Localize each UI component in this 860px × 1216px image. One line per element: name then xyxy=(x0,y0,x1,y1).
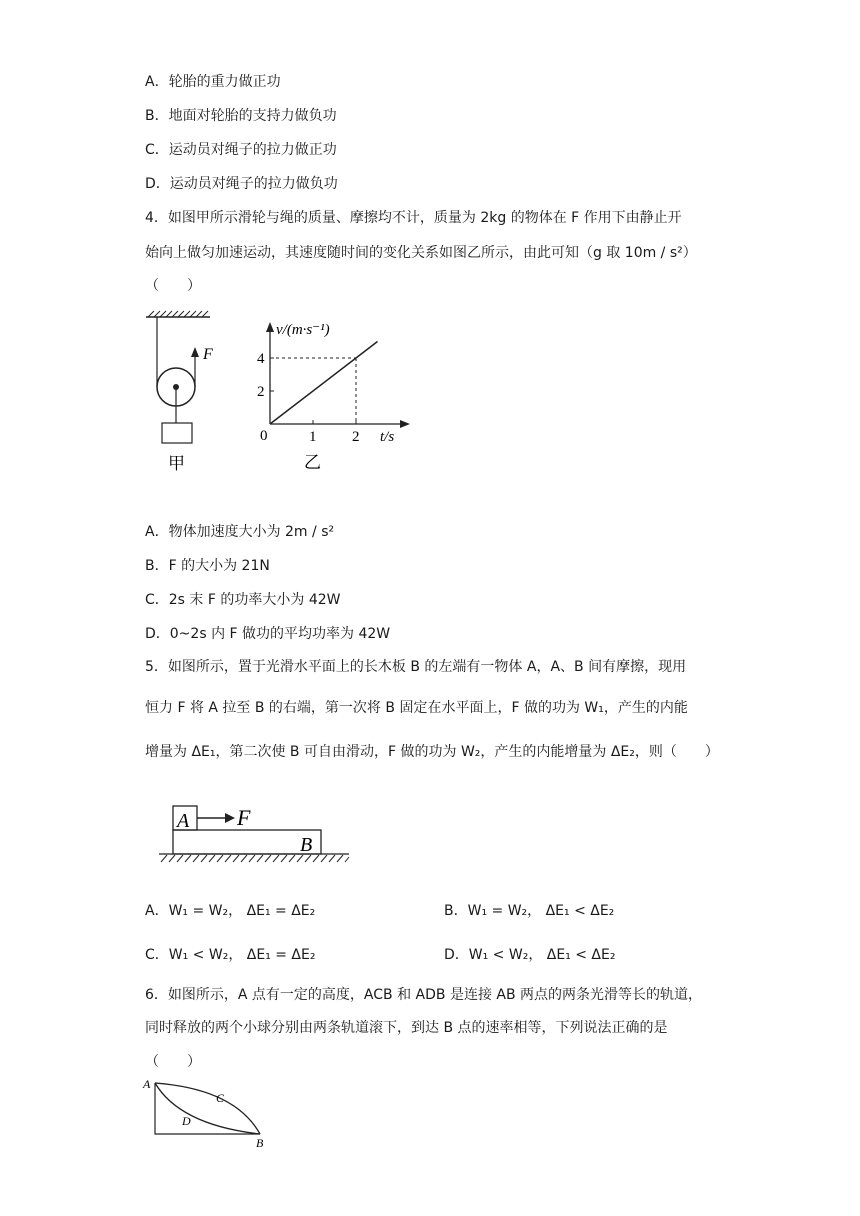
figure-jia-caption: 甲 xyxy=(168,454,185,473)
y-tick-label-2: 2 xyxy=(257,384,265,400)
x-axis-label: t/s xyxy=(380,429,395,445)
q5-stem-line3: 增量为 ΔE₁，第二次使 B 可自由滑动，F 做的功为 W₂，产生的内能增量为 ΔE₂，则（ ） xyxy=(145,744,719,760)
q4-option-c: C．2s 末 F 的功率大小为 42W xyxy=(145,592,341,608)
q4-option-d: D．0~2s 内 F 做功的平均功率为 42W xyxy=(145,626,391,642)
y-axis-arrow xyxy=(266,322,274,332)
force-f-label: F xyxy=(203,346,213,363)
force-label: F xyxy=(237,805,251,830)
q5-option-c: C．W₁ < W₂， ΔE₁ = ΔE₂ xyxy=(145,947,316,963)
y-axis-label: v/(m·s⁻¹) xyxy=(276,322,330,338)
x-tick-label-1: 1 xyxy=(309,429,317,445)
q3-option-b: B．地面对轮胎的支持力做负功 xyxy=(145,108,337,124)
velocity-line xyxy=(270,342,378,425)
q5-option-a: A．W₁ = W₂， ΔE₁ = ΔE₂ xyxy=(145,903,316,919)
q3-option-c: C．运动员对绳子的拉力做正功 xyxy=(145,142,337,158)
q6-stem-line1: 6．如图所示，A 点有一定的高度，ACB 和 ADB 是连接 AB 两点的两条光滑等长的轨道， xyxy=(145,987,703,1003)
x-tick-label-2: 2 xyxy=(352,429,360,445)
q3-option-a: A．轮胎的重力做正功 xyxy=(145,74,281,90)
q4-option-b: B．F 的大小为 21N xyxy=(145,558,270,574)
block-a-label: A xyxy=(177,810,190,832)
q4-option-a: A．物体加速度大小为 2m / s² xyxy=(145,524,335,540)
board-b-label: B xyxy=(300,834,313,856)
point-b-label: B xyxy=(256,1136,264,1150)
track-adb xyxy=(155,1083,260,1134)
frame-lines xyxy=(155,1083,260,1134)
track-c-label: C xyxy=(216,1091,225,1105)
q4-stem-line1: 4．如图甲所示滑轮与绳的质量、摩擦均不计，质量为 2kg 的物体在 F 作用下由静止开 xyxy=(145,210,682,226)
q4-stem-line3: （ ） xyxy=(145,278,201,294)
q5-stem-line2: 恒力 F 将 A 拉至 B 的右端，第一次将 B 固定在水平面上，F 做的功为 W₁，产生的内能 xyxy=(145,700,688,716)
board-b xyxy=(173,830,321,854)
x-axis-arrow xyxy=(400,420,410,428)
track-d-label: D xyxy=(182,1114,191,1128)
y-tick-label-4: 4 xyxy=(257,351,265,367)
pulley-figure xyxy=(140,305,220,485)
tracks-figure xyxy=(140,1075,280,1150)
q6-stem-line3: （ ） xyxy=(145,1054,201,1070)
velocity-time-chart xyxy=(250,318,420,478)
origin-label: 0 xyxy=(260,428,268,444)
track-acb xyxy=(155,1083,260,1134)
q3-option-d: D．运动员对绳子的拉力做负功 xyxy=(145,176,338,192)
board-figure xyxy=(155,800,355,865)
q5-option-b: B．W₁ = W₂， ΔE₁ < ΔE₂ xyxy=(444,903,615,919)
point-a-label: A xyxy=(143,1077,151,1091)
force-arrow xyxy=(225,813,235,823)
figure-yi-caption: 乙 xyxy=(304,453,321,472)
q6-stem-line2: 同时释放的两个小球分别由两条轨道滚下，到达 B 点的速率相等，下列说法正确的是 xyxy=(145,1020,668,1036)
q5-stem-line1: 5．如图所示，置于光滑水平面上的长木板 B 的左端有一物体 A，A、B 间有摩擦，现用 xyxy=(145,659,687,675)
q5-option-d: D．W₁ < W₂， ΔE₁ < ΔE₂ xyxy=(444,947,616,963)
q4-stem-line2: 始向上做匀加速运动，其速度随时间的变化关系如图乙所示，由此可知（g 取 10m / s²） xyxy=(145,245,697,261)
